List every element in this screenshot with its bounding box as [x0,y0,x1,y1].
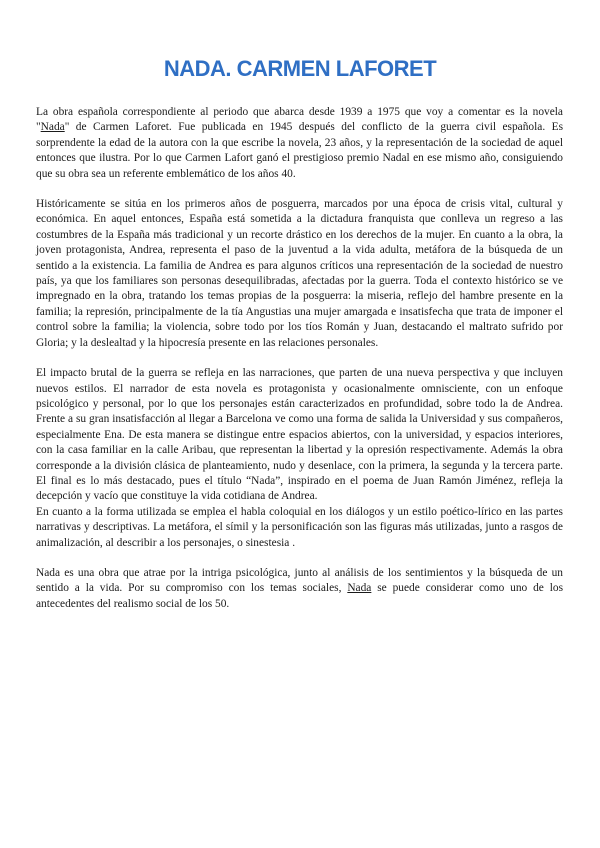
paragraph-spacer [36,182,563,197]
paragraph-narrative-analysis: El impacto brutal de la guerra se refleja en las narraciones, que parten de una nueva perspectiva y que incluyen nuevos estilos. El narrador de esta novela es protagonista y ocasionalmente omnisciente, con un enfoque psicológico y personal, por lo que los personajes están caracterizados en profundidad, sobre todo la de Andrea. Frente a su gran insatisfacción al llegar a Barcelona ve como una forma de salida la Universidad y sus compañeros, especialmente Ena. De esta manera se distingue entre espacios abiertos, con la universidad, y espacios interiores, con la casa familiar en la calle Aribau, que representan la libertad y la opresión respectivamente. Además la obra corresponde a la división clásica de planteamiento, nudo y desenlace, con la primera, la segunda y la tercera parte. El final es lo más destacado, pues el título “Nada”, inspirado en el poema de Juan Ramón Jiménez, refleja la decepción y vacío que constituye la vida cotidiana de Andrea. [36,367,563,503]
paragraph-historical-context: Históricamente se sitúa en los primeros años de posguerra, marcados por una época de crisis vital, cultural y económica. En aquel entonces, España está sometida a la dictadura franquista que conlleva un regreso a las costumbres de la España más tradicional y un recorte drástico en los derechos de la mujer. En cuanto a la obra, la joven protagonista, Andrea, representa el paso de la juventud a la vida adulta, metáfora de la búsqueda de un sentido a la existencia. La familia de Andrea es para algunos críticos una representación de la sociedad de nuestro país, ya que los familiares son personas desequilibradas, afectadas por la guerra. Toda el contexto histórico se ve impregnado en la obra, tratando los temas propias de la posguerra: la miseria, reflejo del hambre presente en la familia; la represión, principalmente de la tía Angustias una mujer amargada e insatisfecha que trata de imponer el control sobre la familia; la violencia, sobre todo por los tíos Román y Juan, destacando el maltrato sufrido por Gloria; y la deslealtad y la hipocresía presente en las relaciones personales. [36,198,563,349]
paragraph-intro-start: La obra española correspondiente al periodo que abarca desde 1939 a 1975 que voy a comentar es la novela " [36,106,563,134]
paragraph-conclusion [36,566,563,612]
paragraph-spacer [36,351,563,366]
paragraph-spacer [36,551,563,566]
paragraph-intro-end: " de Carmen Laforet. Fue publicada en 1945 después del conflicto de la guerra civil española. Es sorprendente la edad de la autora con la que escribe la novela, 23 años, y la representación de la sociedad de aquel entonces que ilustra. Por lo que Carmen Lafort ganó el prestigioso premio Nadal en ese mismo año, consiguiendo que su obra sea un referente emblemático de los años 40. [36,121,563,180]
page-title: NADA. CARMEN LAFORET [163,56,437,81]
paragraph-intro [36,105,563,182]
paragraph-style: En cuanto a la forma utilizada se emplea el habla coloquial en los diálogos y un estilo poético-lírico en las partes narrativas y descriptivas. La metáfora, el símil y la personificación son las figuras más utilizadas, junto a rasgos de animalización, al describir a los personajes, o sinestesia . [36,505,563,549]
novel-title-link[interactable]: Nada [347,582,372,595]
document-body [36,105,563,612]
paragraph-conclusion-start: Nada es una obra que atrae por la intriga psicológica, junto al análisis de los sentimientos y la búsqueda de un sentido a la vida. Por su compromiso con los temas sociales, [36,566,563,595]
paragraph-conclusion-end: se puede considerar como uno de los antecedentes del realismo social de los 50. [36,582,563,610]
novel-title-link[interactable]: Nada [40,121,65,134]
